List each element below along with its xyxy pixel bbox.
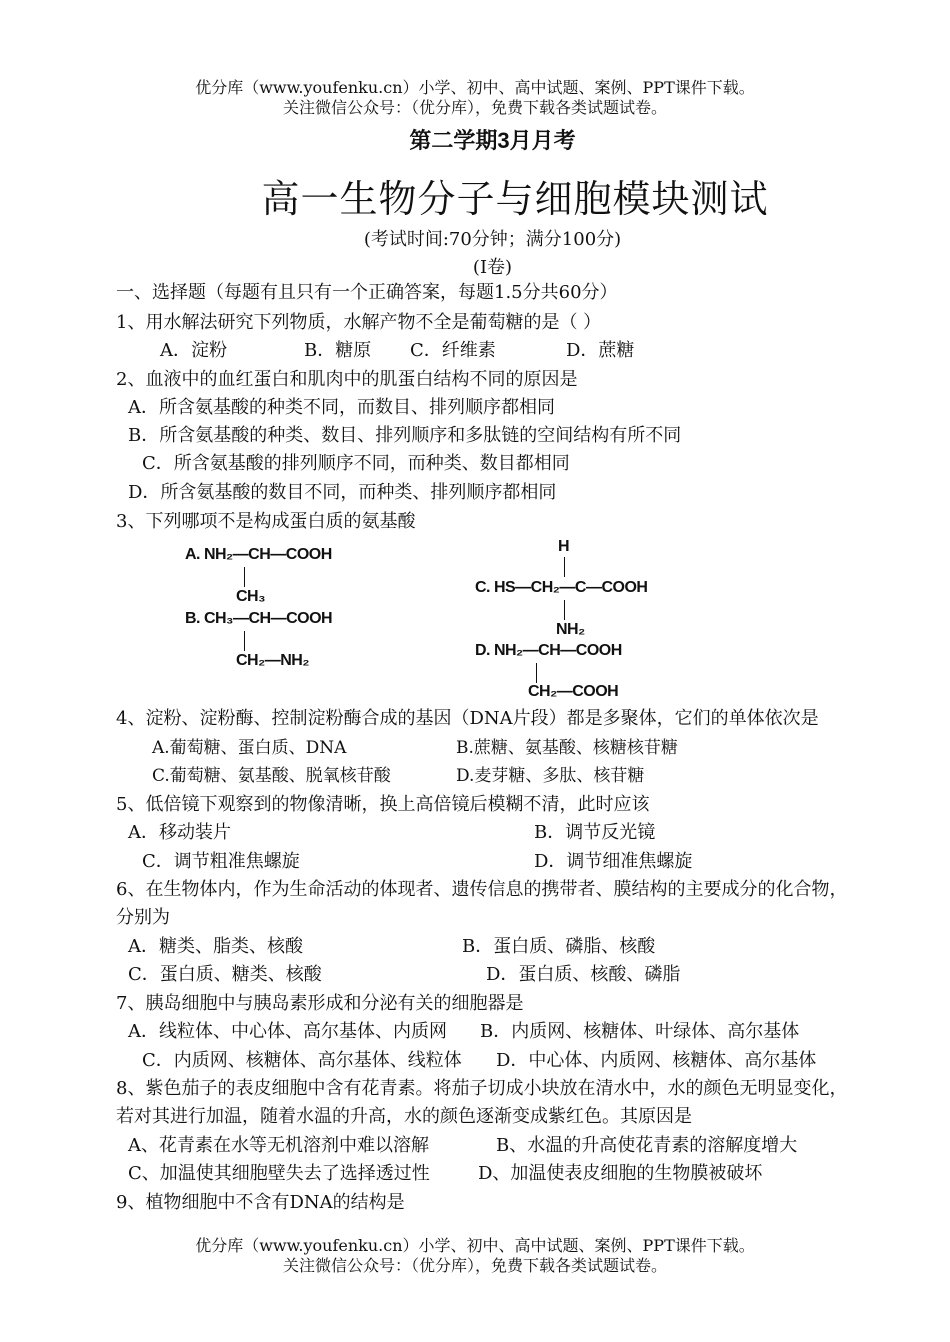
volume-label: (I卷)	[472, 257, 513, 278]
q3-option-d-formula: D. NH₂—CH—COOH	[475, 642, 622, 659]
q6-option-b: B．蛋白质、磷脂、核酸	[462, 936, 656, 957]
q3-option-b-formula: B. CH₃—CH—COOH	[185, 610, 333, 627]
q3-option-c-sidechain: NH₂	[556, 621, 585, 638]
q2-option-b: B．所含氨基酸的种类、数目、排列顺序和多肽链的空间结构有所不同	[128, 425, 682, 446]
q4-option-b: B.蔗糖、氨基酸、核糖核苷糖	[456, 738, 678, 758]
q8-option-c: C、加温使其细胞壁失去了选择透过性	[128, 1163, 430, 1184]
q2-option-c: C．所含氨基酸的排列顺序不同，而种类、数目都相同	[142, 453, 570, 474]
q2-option-d: D．所含氨基酸的数目不同，而种类、排列顺序都相同	[128, 482, 557, 503]
q3-stem: 3、下列哪项不是构成蛋白质的氨基酸	[116, 511, 416, 532]
q1-option-d: D．蔗糖	[566, 340, 635, 361]
header-line-1: 优分库（www.youfenku.cn）小学、初中、高中试题、案例、PPT课件下载。	[195, 78, 755, 97]
q5-option-a: A．移动装片	[128, 822, 231, 843]
q3-option-d-bond	[536, 663, 537, 683]
exam-info: (考试时间:70分钟；满分100分)	[363, 229, 622, 250]
q4-option-a: A.葡萄糖、蛋白质、DNA	[152, 738, 347, 758]
q7-option-c: C．内质网、核糖体、高尔基体、线粒体	[142, 1050, 462, 1071]
q3-option-a-bond	[244, 567, 245, 587]
q9-stem: 9、植物细胞中不含有DNA的结构是	[116, 1192, 405, 1213]
q4-stem: 4、淀粉、淀粉酶、控制淀粉酶合成的基因（DNA片段）都是多聚体，它们的单体依次是	[116, 708, 819, 729]
exam-label: 第二学期3月月考	[409, 128, 576, 153]
q5-option-d: D．调节细准焦螺旋	[534, 851, 693, 872]
q6-stem-line-1: 6、在生物体内，作为生命活动的体现者、遗传信息的携带者、膜结构的主要成分的化合物，	[116, 879, 848, 900]
q2-option-a: A．所含氨基酸的种类不同，而数目、排列顺序都相同	[128, 397, 555, 418]
section-heading: 一、选择题（每题有且只有一个正确答案，每题1.5分共60分）	[116, 282, 618, 303]
q3-option-a-sidechain: CH₃	[236, 588, 266, 605]
q5-option-b: B．调节反光镜	[534, 822, 656, 843]
q2-stem: 2、血液中的血红蛋白和肌肉中的肌蛋白结构不同的原因是	[116, 369, 578, 390]
q1-option-a: A．淀粉	[160, 340, 227, 361]
q7-option-b: B．内质网、核糖体、叶绿体、高尔基体	[480, 1021, 800, 1042]
footer-line-2: 关注微信公众号：（优分库），免费下载各类试题试卷。	[282, 1256, 667, 1275]
q5-option-c: C．调节粗准焦螺旋	[142, 851, 300, 872]
q6-option-c: C．蛋白质、糖类、核酸	[128, 964, 322, 985]
q6-option-a: A．糖类、脂类、核酸	[128, 936, 303, 957]
q3-option-d-sidechain: CH₂—COOH	[528, 683, 619, 700]
q3-option-c-bond-bottom	[564, 600, 565, 620]
q3-option-b-sidechain: CH₂—NH₂	[236, 652, 309, 669]
q1-stem: 1、用水解法研究下列物质，水解产物不全是葡萄糖的是（ ）	[116, 312, 602, 333]
q4-option-d: D.麦芽糖、多肽、核苷糖	[456, 766, 645, 786]
q8-option-b: B、水温的升高使花青素的溶解度增大	[496, 1135, 798, 1156]
q7-option-d: D．中心体、内质网、核糖体、高尔基体	[496, 1050, 817, 1071]
q3-option-c-bond-top	[564, 557, 565, 577]
q1-option-c: C．纤维素	[410, 340, 496, 361]
q3-option-c-top: H	[558, 538, 570, 555]
q8-option-d: D、加温使表皮细胞的生物膜被破坏	[478, 1163, 763, 1184]
q6-option-d: D．蛋白质、核酸、磷脂	[486, 964, 681, 985]
q6-stem-line-2: 分别为	[116, 907, 170, 928]
q3-option-c-formula: C. HS—CH₂—C—COOH	[475, 579, 648, 596]
q7-option-a: A．线粒体、中心体、高尔基体、内质网	[128, 1021, 447, 1042]
footer-line-1: 优分库（www.youfenku.cn）小学、初中、高中试题、案例、PPT课件下载。	[195, 1236, 755, 1255]
header-line-2: 关注微信公众号：（优分库），免费下载各类试题试卷。	[282, 98, 667, 117]
q3-option-a-formula: A. NH₂—CH—COOH	[185, 546, 332, 563]
q3-option-b-bond	[244, 631, 245, 651]
q4-option-c: C.葡萄糖、氨基酸、脱氧核苷酸	[152, 766, 391, 786]
q7-stem: 7、胰岛细胞中与胰岛素形成和分泌有关的细胞器是	[116, 993, 524, 1014]
q8-stem-line-2: 若对其进行加温，随着水温的升高，水的颜色逐渐变成紫红色。其原因是	[116, 1106, 692, 1127]
q8-stem-line-1: 8、紫色茄子的表皮细胞中含有花青素。将茄子切成小块放在清水中，水的颜色无明显变化，	[116, 1078, 848, 1099]
q1-option-b: B．糖原	[304, 340, 372, 361]
page-title: 高一生物分子与细胞模块测试	[261, 177, 769, 221]
q8-option-a: A、花青素在水等无机溶剂中难以溶解	[128, 1135, 429, 1156]
q5-stem: 5、低倍镜下观察到的物像清晰，换上高倍镜后模糊不清，此时应该	[116, 794, 650, 815]
